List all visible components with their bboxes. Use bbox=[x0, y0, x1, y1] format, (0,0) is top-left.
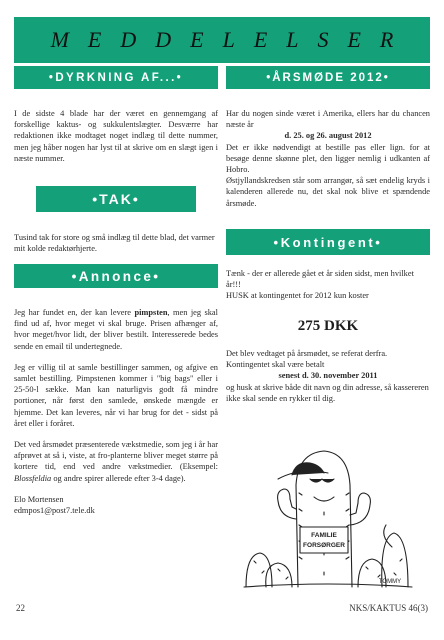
annonce-text bbox=[14, 307, 218, 516]
paragraph: Jeg er villig til at samle bestillinger sammen, og afgive en samlet bestilling. Pimpstenen kommer i "big bags" eller i 25-50-l sække. Man kan naturligvis godt få mindre portioner, når først den samlede, ønskede mængde er hjemme. Det kan leveres, når vi har brug for det - sidst på året eller i foråret. bbox=[14, 362, 218, 428]
signature-name: Elo Mortensen bbox=[14, 494, 64, 504]
heading-text: •TAK• bbox=[92, 191, 140, 207]
paragraph: Tusind tak for store og små indlæg til dette blad, det varmer mit kolde redaktørhjerte. bbox=[14, 233, 215, 254]
text-run: Jeg har fundet en, der kan levere bbox=[14, 308, 135, 317]
signature-email: edmpos1@post7.tele.dk bbox=[14, 506, 95, 516]
section-heading-dyrkning bbox=[14, 66, 218, 89]
section-heading-annonce bbox=[14, 264, 218, 288]
paragraph: Tænk - der er allerede gået et år siden sidst, men hvilket år!!! bbox=[226, 269, 414, 290]
cartoon-sign-line2: FORSØRGER bbox=[303, 542, 345, 549]
paragraph bbox=[14, 439, 218, 484]
text-run: og andre spirer allerede efter 3-4 dage). bbox=[51, 473, 186, 483]
paragraph: Det er ikke nødvendigt at bestille pas eller lign. for at besøge denne skønne plet, den ligger nemlig i udkanten af Hobro. bbox=[226, 142, 430, 175]
paragraph bbox=[14, 307, 218, 352]
text-run-italic: Blossfeldia bbox=[14, 473, 52, 483]
section-heading-tak bbox=[36, 186, 196, 212]
paragraph: Østjyllandskredsen står som arrangør, så sæt endelig kryds i kalenderen allerede nu, det skal nok blive et spændende årsmøde. bbox=[226, 176, 430, 208]
page-banner bbox=[14, 17, 430, 63]
dyrkning-text bbox=[14, 108, 218, 164]
cartoon-artist-signature: TOMMY bbox=[378, 579, 402, 585]
heading-text: •ÅRSMØDE 2012• bbox=[266, 71, 390, 84]
paragraph: I de sidste 4 blade har der været en gennemgang af forskellige kaktus- og sukkulentslægter. Desværre har redaktionen ikke modtaget noget indlæg til dette nummer, men jeg håber nogen har lyst til at skrive om en slægt igen i næste nummer. bbox=[14, 109, 218, 163]
kontingent-intro bbox=[226, 268, 430, 302]
membership-price: 275 DKK bbox=[297, 318, 359, 334]
text-run: Det ved årsmødet præsenterede vækstmedie, som jeg i år har afprøvet at så i, viste, at fro-planterne bliver meget større på kortere tid, end ved andre vækstmedier. (Eksempel: bbox=[14, 440, 218, 472]
paragraph: Det blev vedtaget på årsmødet, se referat derfra. Kontingentet skal være betalt bbox=[226, 349, 388, 370]
text-run-bold: pimpsten bbox=[134, 308, 168, 317]
journal-issue: NKS/KAKTUS 46(3) bbox=[349, 603, 428, 613]
payment-deadline: senest d. 30. november 2011 bbox=[278, 371, 378, 381]
section-heading-kontingent bbox=[226, 229, 430, 255]
cactus-cartoon-illustration bbox=[240, 415, 416, 593]
paragraph: Har du nogen sinde været i Amerika, ellers har du chancen næste år bbox=[226, 109, 430, 130]
text-run: , men jeg skal find ud af, hvor meget vi skal bruge. Prisen afhænger af, hvor meget/hvor lidt, der bliver bestilt. Interesserede bedes sende en email til undertegnede. bbox=[14, 308, 218, 351]
page-number: 22 bbox=[16, 603, 25, 613]
cartoon-sign-line1: FAMILIE bbox=[311, 532, 337, 539]
heading-text: •Kontingent• bbox=[273, 234, 383, 250]
heading-text: •Annonce• bbox=[71, 268, 161, 284]
page-title: MEDDELELSER bbox=[50, 27, 413, 52]
paragraph: og husk at skrive både dit navn og din adresse, så kassereren ikke skal sende en rykker til dig. bbox=[226, 382, 429, 403]
aarsmoede-text bbox=[226, 108, 430, 209]
event-date: d. 25. og 26. august 2012 bbox=[284, 131, 372, 141]
kontingent-details bbox=[226, 348, 430, 404]
heading-text: •DYRKNING AF...• bbox=[48, 71, 184, 84]
paragraph: HUSK at kontingentet for 2012 kun koster bbox=[226, 291, 369, 301]
tak-text bbox=[14, 232, 218, 254]
section-heading-aarsmoede bbox=[226, 66, 430, 89]
